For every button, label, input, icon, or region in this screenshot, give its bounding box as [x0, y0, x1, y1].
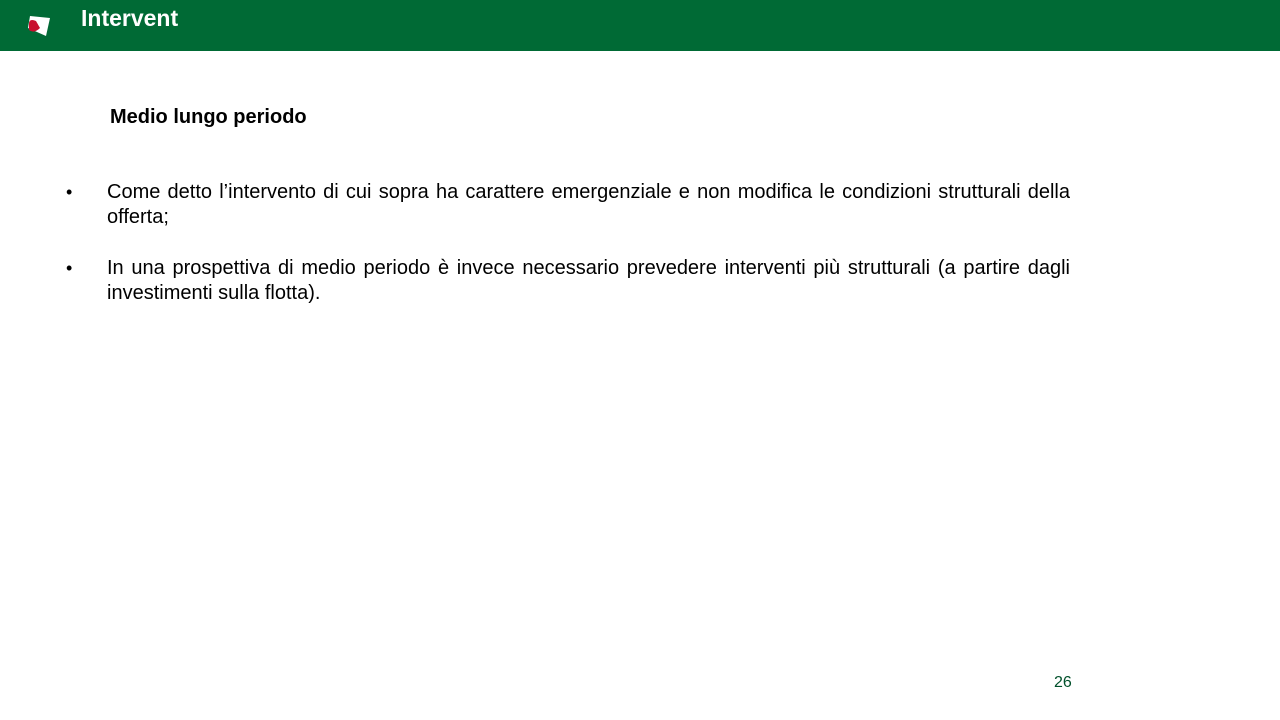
bullet-text: In una prospettiva di medio periodo è invece necessario prevedere interventi più strutturali (a partire dagli investimenti sulla flotta). [107, 257, 1070, 304]
brand-logo-icon [24, 14, 52, 38]
bullet-item [66, 256, 1070, 306]
bullet-text: Come detto l’intervento di cui sopra ha carattere emergenziale e non modifica le condizioni strutturali della offerta; [107, 181, 1070, 228]
bullet-item [66, 180, 1070, 230]
header-bar [0, 0, 1280, 51]
page-number: 26 [1054, 674, 1072, 691]
bullet-list [66, 180, 1070, 332]
bullet-marker: • [66, 182, 73, 202]
page-title: Intervent [81, 5, 179, 31]
bullet-marker: • [66, 258, 73, 278]
section-heading: Medio lungo periodo [110, 106, 307, 128]
